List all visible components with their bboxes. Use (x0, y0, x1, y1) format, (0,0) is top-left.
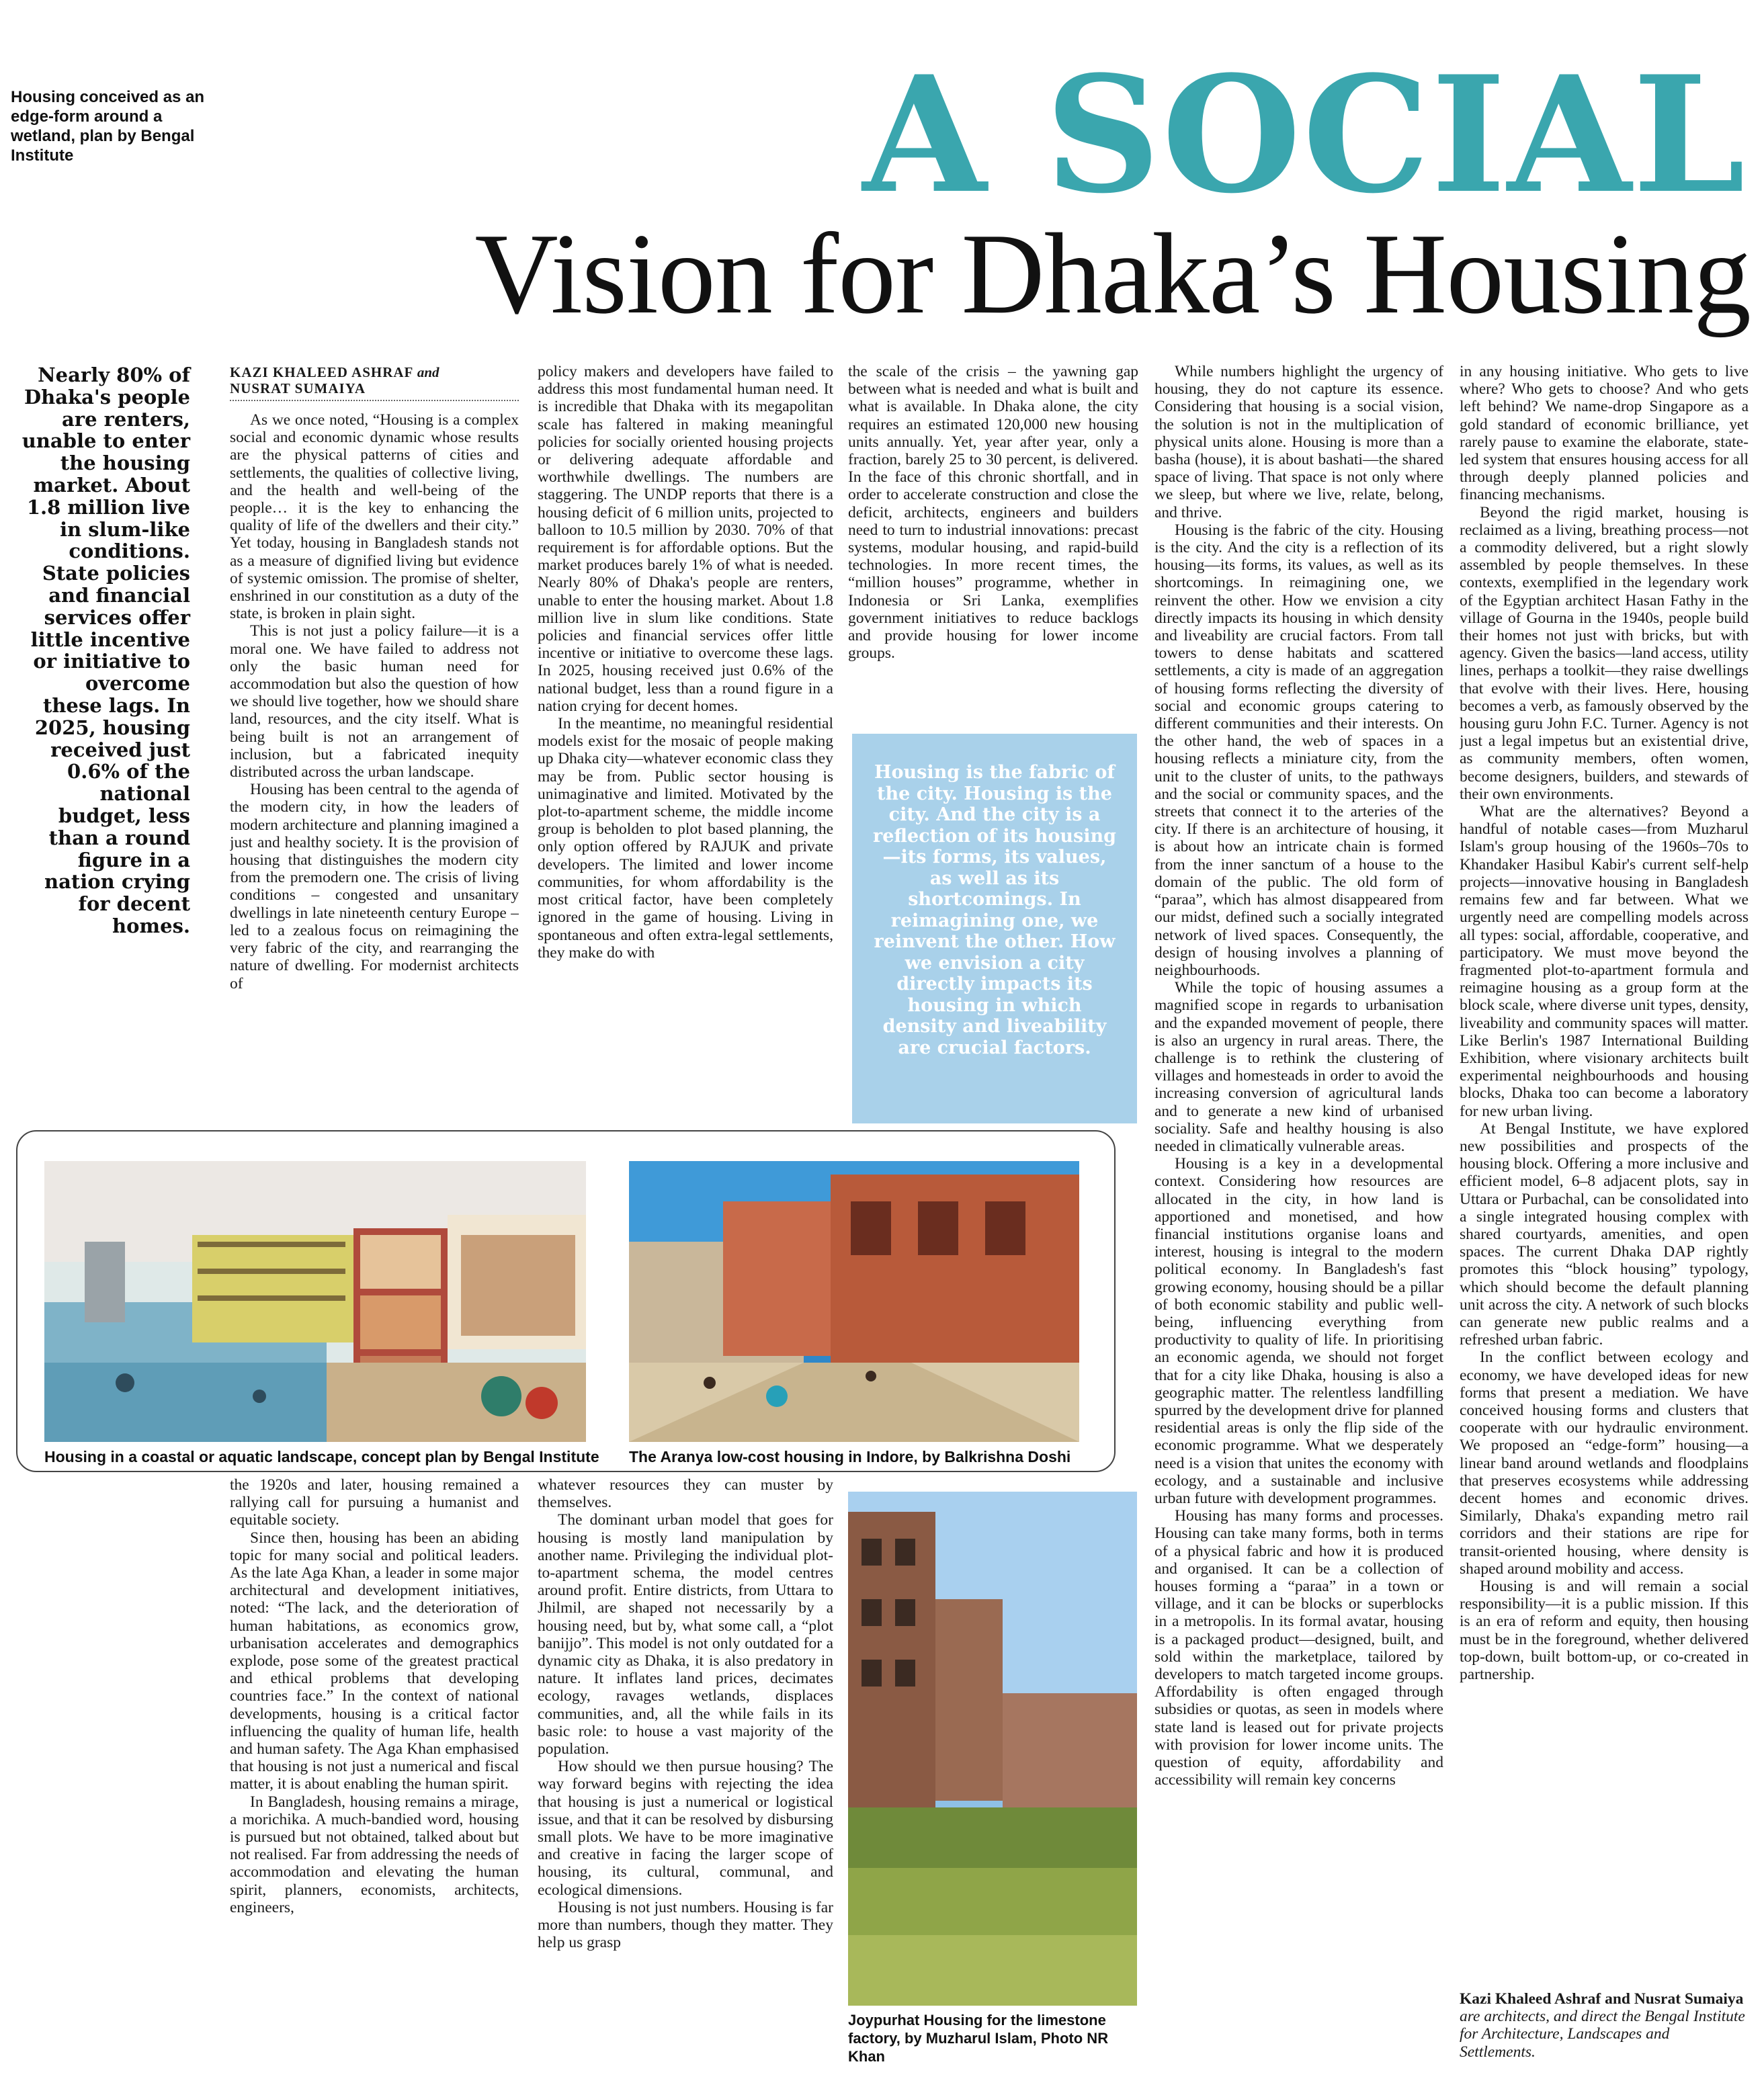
paragraph: Housing has many forms and processes. Housing can take many forms, both in terms of a physical fabric and how it is produced and organised. It can be a collection of houses forming a “paraa” in a town or village, and it can be blocks or superblocks in a metropolis. In its formal avatar, housing is a packaged product—designed, built, and sold within the marketplace, tailored by developers to match targeted income groups. Affordability is often engaged through subsidies or quotas, as seen in models where state land is leased out for private projects with provision for lower income units. The question of equity, affordability and accessibility will remain key concerns (1154, 1507, 1443, 1789)
paragraph: the 1920s and later, housing remained a rallying call for pursuing a humanist and equitable society. (230, 1476, 519, 1529)
paragraph: What are the alternatives? Beyond a handful of notable cases—from Muzharul Islam's group housing of the 1960s–70s to Khandaker Hasibul Kabir's current self-help projects—innovative housing in Bangladesh remains few and far between. What we urgently need are compelling models across all types: social, affordable, cooperative, and participatory. We must move beyond the fragmented plot-to-apartment formula and reimagine housing as a group form at the block scale, where diverse unit types, density, liveability and community spaces will matter. Like Berlin's 1987 International Building Exhibition, where visionary architects built experimental neighbourhoods and housing blocks, Dhaka too can become a laboratory for new urban living. (1460, 803, 1749, 1120)
paragraph: How should we then pursue housing? The way forward begins with rejecting the idea that housing is just a numerical or logistical issue, and that it can be resolved by disbursing small plots. We have to be more imaginative and creative in facing the larger scope of housing, its cultural, communal, and ecological dimensions. (538, 1758, 833, 1899)
paragraph: Since then, housing has been an abiding topic for many social and political leaders. As the late Aga Khan, a leader in some major architectural and development initiatives, noted: “The lack, and the deterioration of human habitations, as economics grow, urbanisation accelerates and demographics explode, pose some of the greatest practical and ethical problems that developing countries face.” In the context of national developments, housing is a critical factor influencing the quality of human life, health and human safety. The Aga Khan emphasised that housing is not just a numerical and fiscal matter, it is about enabling the human spirit. (230, 1529, 519, 1793)
byline-author2: NUSRAT SUMAIYA (230, 380, 366, 396)
headline-line1: A SOCIAL (862, 42, 1747, 229)
headline-line2: Vision for Dhaka’s Housing (474, 210, 1751, 338)
byline (230, 364, 519, 396)
paragraph: in any housing initiative. Who gets to live where? Who gets to choose? And who gets left behind? We name-drop Singapore as a gold standard of economic brilliance, yet rarely pause to examine the elaborate, state-led system that ensures housing access for all through deeply planned policies and financing mechanisms. (1460, 363, 1749, 504)
byline-author1: KAZI KHALEED ASHRAF (230, 364, 413, 380)
paragraph: While the topic of housing assumes a magnified scope in regards to urbanisation and the expanded movement of people, there is also an urgency in rural areas. There, the challenge is to rethink the clustering of villages and homesteads in order to avoid the increasing conversion of agricultural lands and to generate a new kind of urbanised sociality. Safe and healthy housing is also needed in climatically vulnerable areas. (1154, 979, 1443, 1155)
article-col4 (1154, 363, 1443, 2069)
paragraph: Housing is and will remain a social responsibility—it is a public mission. If this is an era of reform and equity, then housing must be in the foreground, whether delivered top-down, built bottom-up, or co-created in partnership. (1460, 1578, 1749, 1684)
intro-standfirst: Nearly 80% of Dhaka's people are renters, unable to enter the housing market. About 1.8 million live in slum-like conditions. State policies and financial services offer little incentive or initiative to overcome these lags. In 2025, housing received just 0.6% of the national budget, less than a round figure in a nation crying for decent homes. (22, 364, 190, 937)
paragraph: This is not just a policy failure—it is a moral one. We have failed to address not only the basic human need for accommodation but also the question of how we should live together, how we should share land, resources, and the city itself. What is being built is not an arrangement of inclusion, but a fabricated inequity distributed across the urban landscape. (230, 622, 519, 781)
paragraph: While numbers highlight the urgency of housing, they do not capture its essence. Considering that housing is a social vision, the solution is not in the multiplication of physical units alone. Housing is more than a basha (house), it is about bashati—the shared space of living. That space is not only where we sleep, but where we live, relate, belong, and thrive. (1154, 363, 1443, 521)
photo-panel (16, 1130, 1116, 1472)
paragraph: At Bengal Institute, we have explored new possibilities and prospects of the housing block. Offering a more inclusive and efficient model, 6–8 adjacent plots, say in Uttara or Purbachal, can be consolidated into a single integrated housing complex with shared courtyards, amenities, and open spaces. The current Dhaka DAP rightly promotes this “block housing” typology, which should become the default planning unit across the city. A network of such blocks can generate new public realms and a refreshed urban fabric. (1460, 1119, 1749, 1349)
pull-quote-text: Housing is the fabric of the city. Housing is the city. And the city is a reflection of its housing—its forms, its values, as well as its shortcomings. In reimagining one, we reinvent the other. How we envision a city directly impacts its housing in which density and liveability are crucial factors. (872, 762, 1116, 1058)
signoff-names: Kazi Khaleed Ashraf and Nusrat Sumaiya (1460, 1990, 1744, 2008)
paragraph: Housing has been central to the agenda of the modern city, in how the leaders of modern architecture and planning imagined a just and healthy society. It is the provision of housing that distinguishes the modern city from the premodern one. The crisis of living conditions – congested and unsanitary dwellings in late nineteenth century Europe – led to a zealous focus on reimagining the very fabric of the city, and rearranging the nature of dwelling. For modernist architects of (230, 781, 519, 992)
byline-divider (230, 400, 519, 401)
paragraph: The dominant urban model that goes for housing is mostly land manipulation by another name. Privileging the individual plot-to-apartment schema, the model centres around profit. Entire districts, from Uttara to Jhilmil, are shaped not necessarily by a housing need, but by, what some call, a “plot banijjo”. This model is not only outdated for a dynamic city as Dhaka, it is also predatory in nature. It inflates land prices, decimates ecology, ravages wetlands, displaces communities, and, all the while fails in its basic role: to house a vast majority of the population. (538, 1511, 833, 1758)
top-photo-caption: Housing conceived as an edge-form around a wetland, plan by Bengal Institute (11, 88, 205, 165)
paragraph: Housing is not just numbers. Housing is far more than numbers, though they matter. They help us grasp (538, 1898, 833, 1952)
paragraph: In the conflict between ecology and economy, we have developed ideas for new forms that present a mediation. We have conceived housing forms and clusters that cooperate with our hydraulic environment. We proposed an “edge-form” housing—a linear band around wetlands and floodplains that preserves ecosystems while addressing decent homes and economic drives. Similarly, Dhaka's expanding metro rail corridors and their stations are ripe for transit-oriented housing, where density is shaped around mobility and access. (1460, 1349, 1749, 1578)
article-col1-bottom (230, 1476, 519, 2074)
author-signoff (1460, 1990, 1749, 2078)
photo-caption-bottom: Joypurhat Housing for the limestone factory, by Muzharul Islam, Photo NR Khan (848, 2012, 1109, 2065)
paragraph: Housing is the fabric of the city. Housing is the city. And the city is a reflection of its housing—its forms, its values, as well as its shortcomings. In reimagining one, we reinvent the other. How we envision a city directly impacts its housing in which density and liveability are crucial factors. From tall towers to dense habitats and scattered settlements, a city is made of an aggregation of housing forms reflecting the diversity of social and economic groups catering to different communities and their interests. On the other hand, the web of spaces in a housing reflects a miniature city, from the unit to the cluster of units, to the pathways and the social or community spaces, and the streets that connect it to the arteries of the city. If there is an architecture of housing, it is about how an intricate chain is formed from the inner sanctum of a house to the domain of the public. The old form of “paraa”, which has almost disappeared from our midst, defined such a socially integrated network of lived spaces. Consequently, the design of housing involves a planning of neighbourhoods. (1154, 521, 1443, 979)
paragraph: whatever resources they can muster by themselves. (538, 1476, 833, 1512)
paragraph: In the meantime, no meaningful residential models exist for the mosaic of people making up Dhaka city—whatever economic class they may be from. Public sector housing is unimaginative and limited. Motivated by the plot-to-apartment scheme, the middle income group is beholden to plot based planning, the only option offered by RAJUK and private developers. The limited and lower income communities, for whom affordability is the most critical factor, have been completely ignored in the game of housing. Living in spontaneous and often extra-legal settlements, they make do with (538, 715, 833, 962)
aranya-housing-photo (629, 1161, 1079, 1442)
joypurhat-housing-photo (848, 1492, 1137, 2006)
article-col2-top (538, 363, 833, 1123)
signoff-description: are architects, and direct the Bengal Institute for Architecture, Landscapes and Settlements. (1460, 2008, 1745, 2061)
paragraph: In Bangladesh, housing remains a mirage, a morichika. A much-bandied word, housing is pursued but not obtained, talked about but not realised. Far from addressing the needs of accommodation and elevating the human spirit, planners, economists, architects, engineers, (230, 1793, 519, 1916)
photo-caption-left: Housing in a coastal or aquatic landscape, concept plan by Bengal Institute (44, 1448, 599, 1465)
paragraph: Housing is a key in a developmental context. Considering how resources are allocated in the city, in how land is apportioned and monetised, and how financial institutions organise loans and interest, housing is integral to the modern political economy. In Bangladesh's fast growing economy, housing should be a pillar of both economic stability and public well-being, influencing everything from productivity to quality of life. In prioritising an economic agenda, we should not forget that for a city like Dhaka, housing is also a geographic matter. The relentless landfilling spurred by the development drive for planned residential areas is only the flip side of the economic programme. What we desperately need is a vision that unites the economy with ecology, and a sustainable and inclusive urban future with development programmes. (1154, 1155, 1443, 1507)
pull-quote-box (852, 734, 1137, 1123)
byline-conj: and (417, 364, 439, 380)
paragraph: As we once noted, “Housing is a complex social and economic dynamic whose results are the physical patterns of cities and settlements, the qualities of collective living, and the health and well-being of the people… it is the key to enhancing the quality of life of the dwellers and their city.” Yet today, housing in Bangladesh stands not as a measure of dignified living but evidence of systemic omission. The promise of shelter, enshrined in our constitution as a duty of the state, is broken in plain sight. (230, 411, 519, 623)
photo-caption-right: The Aranya low-cost housing in Indore, by Balkrishna Doshi (629, 1448, 1071, 1465)
paragraph: the scale of the crisis – the yawning gap between what is needed and what is built and what is available. In Dhaka alone, the city requires an estimated 120,000 new housing units annually. Yet, year after year, only a fraction, barely 25 to 30 percent, is delivered. In the face of this chronic shortfall, and in order to accelerate construction and close the deficit, architects, engineers and builders need to turn to industrial innovations: precast systems, modular housing, and rapid-build technologies. In more recent times, the “million houses” programme, whether in Indonesia or Sri Lanka, exemplifies government initiatives to reduce backlogs and provide housing for lower income groups. (848, 363, 1138, 663)
article-col2-bottom (538, 1476, 833, 2074)
article-col3-top (848, 363, 1138, 726)
paragraph: Beyond the rigid market, housing is reclaimed as a living, breathing process—not a commodity delivered, but a right slowly assembled by people themselves. In these contexts, exemplified in the legendary work of the Egyptian architect Hasan Fathy in the village of Gourna in the 1940s, people build their homes not just with bricks, but with agency. Given the basics—land access, utility lines, perhaps a toolkit—they raise dwellings that evolve with their lives. Here, housing becomes a verb, as famously observed by the housing guru John F.C. Turner. Agency is not just a legal impetus but an existential drive, as community members, often women, become designers, builders, and stewards of their own environments. (1460, 503, 1749, 803)
coastal-housing-illustration (44, 1161, 586, 1442)
article-col1-top (230, 411, 519, 1123)
article-col5 (1460, 363, 1749, 1962)
paragraph: policy makers and developers have failed to address this most fundamental human need. It is incredible that Dhaka with its megapolitan scale has faltered in making meaningful policies for socially oriented housing projects or delivering adequate affordable and worthwhile dwellings. The numbers are staggering. The UNDP reports that there is a housing deficit of 6 million units, projected to balloon to 10.5 million by 2030. 70% of that requirement is for affordable options. But the market produces barely 1% of what is needed. Nearly 80% of Dhaka's people are renters, unable to enter the housing market. About 1.8 million live in slum like conditions. State policies and financial services offer little incentive or initiative to overcome these lags. In 2025, housing received just 0.6% of the national budget, less than a round figure in a nation crying for decent homes. (538, 363, 833, 715)
